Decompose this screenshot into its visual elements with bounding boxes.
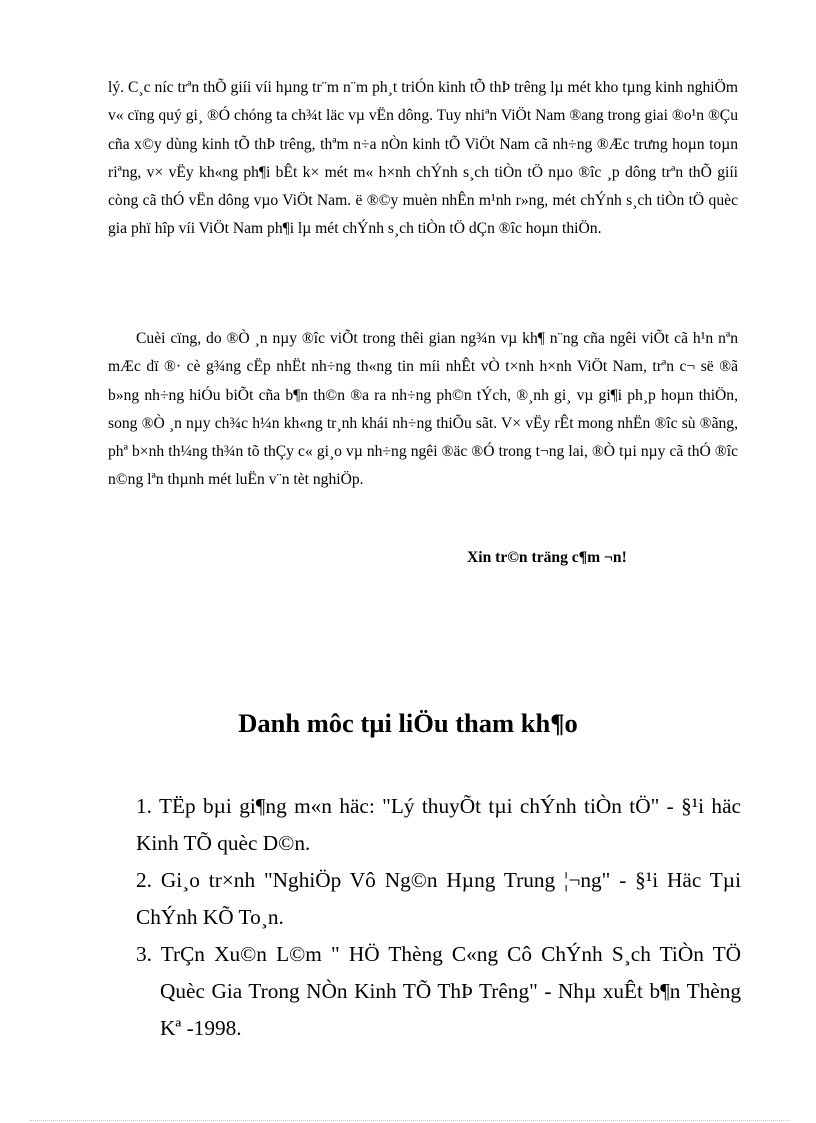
page-bottom-divider bbox=[30, 1120, 790, 1121]
closing-thanks: Xin tr©n träng c¶m ¬n! bbox=[467, 549, 627, 566]
reference-item: 3. TrÇn Xu©n L©m " HÖ Thèng C«ng Cô ChÝnh S¸ch TiÒn TÖ Quèc Gia Trong NÒn Kinh TÕ ThÞ Trêng" - Nhµ xuÊt b¶n Thèng Kª -1998. bbox=[136, 942, 741, 1040]
body-paragraph-2: Cuèi cïng, do ®Ò ¸n nµy ®îc viÕt trong thêi gian ng¾n vµ kh¶ n¨ng cña ngêi viÕt cã h¹n nªn mÆc dï ®· cè g¾ng cËp nhËt nh÷ng th«ng tin míi nhÊt vÒ t×nh h×nh ViÖt Nam, trªn c¬ së ®ã b»ng nh÷ng hiÓu biÕt cña b¶n th©n ®a ra nh÷ng ph©n tÝch, ®¸nh gi¸ vµ gi¶i ph¸p hoµn thiÖn, song ®Ò ¸n nµy ch¾c h¼n kh«ng tr¸nh khái nh÷ng thiÕu sãt. V× vËy rÊt mong nhËn ®îc sù ®ãng, phª b×nh th¼ng th¾n tõ thÇy c« gi¸o vµ nh÷ng ngêi ®äc ®Ó trong t¬ng lai, ®Ò tµi nµy cã thÓ ®îc n©ng lªn thµnh mét luËn v¨n tèt nghiÖp. bbox=[108, 330, 738, 489]
reference-item: 2. Gi¸o tr×nh "NghiÖp Vô Ng©n Hµng Trung ¦¬ng" - §¹i Häc Tµi ChÝnh KÕ To¸n. bbox=[136, 868, 741, 929]
references-heading: Danh môc tµi liÖu tham kh¶o bbox=[238, 708, 578, 738]
body-paragraph-1: lý. C¸c níc trªn thÕ giíi víi hµng tr¨m n¨m ph¸t triÓn kinh tÕ thÞ trêng lµ mét kho tµng kinh nghiÖm v« cïng quý gi¸ ®Ó chóng ta ch¾t läc vµ vËn dông. Tuy nhiªn ViÖt Nam ®ang trong giai ®o¹n ®Çu cña x©y dùng kinh tÕ thÞ trêng, thªm n÷a nÒn kinh tÕ ViÖt Nam cã nh÷ng ®Æc trưng hoµn toµn riªng, v× vËy kh«ng ph¶i bÊt k× mét m« h×nh chÝnh s¸ch tiÒn tÖ nµo ®îc ¸p dông trªn thÕ giíi còng cã thÓ vËn dông vµo ViÖt Nam. ë ®©y muèn nhÊn m¹nh r»ng, mét chÝnh s¸ch tiÒn tÖ quèc gia phï hîp víi ViÖt Nam ph¶i lµ mét chÝnh s¸ch tiÒn tÖ dÇn ®îc hoµn thiÖn. bbox=[108, 79, 738, 238]
references-list bbox=[136, 788, 741, 1047]
reference-item: 1. TËp bµi gi¶ng m«n häc: "Lý thuyÕt tµi chÝnh tiÒn tÖ" - §¹i häc Kinh TÕ quèc D©n. bbox=[136, 794, 741, 855]
